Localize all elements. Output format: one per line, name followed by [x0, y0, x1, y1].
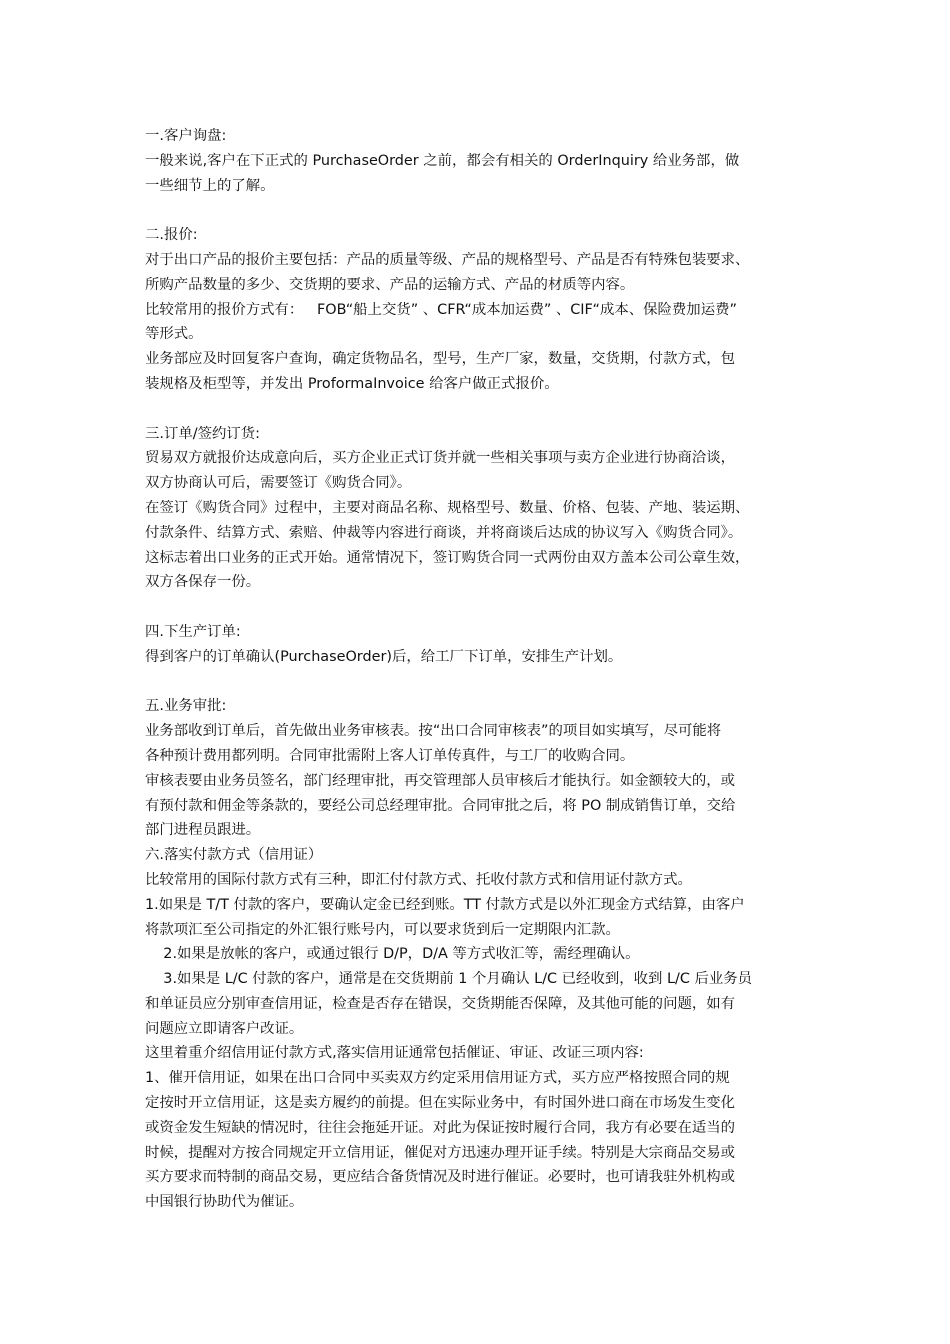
- paragraph-line: 这里着重介绍信用证付款方式,落实信用证通常包括催证、审证、改证三项内容:: [145, 1045, 644, 1062]
- spacer: [145, 670, 815, 695]
- paragraph-line: 1、催开信用证，如果在出口合同中买卖双方约定采用信用证方式，买方应严格按照合同的规: [145, 1070, 730, 1087]
- paragraph-line: 装规格及柜型等，并发出 ProformaInvoice 给客户做正式报价。: [145, 375, 559, 392]
- paragraph-line: 1.如果是 T/T 付款的客户，要确认定金已经到账。TT 付款方式是以外汇现金方式结算，由客户: [145, 896, 745, 913]
- paragraph-line: 对于出口产品的报价主要包括：产品的质量等级、产品的规格型号、产品是否有特殊包装要求、: [145, 251, 750, 268]
- paragraph-line: 有预付款和佣金等条款的，要经公司总经理审批。合同审批之后，将 PO 制成销售订单，交给: [145, 797, 736, 814]
- paragraph-line: 将款项汇至公司指定的外汇银行账号内，可以要求货到后一定期限内汇款。: [145, 921, 620, 938]
- section-heading-inline: 六.落实付款方式（信用证）: [145, 847, 323, 864]
- paragraph-line: 业务部应及时回复客户查询，确定货物品名，型号，生产厂家，数量，交货期，付款方式，包: [145, 351, 736, 368]
- section-heading: 二.报价:: [145, 227, 198, 244]
- paragraph-line: 部门进程员跟进。: [145, 822, 261, 839]
- paragraph-line: 买方要求而特制的商品交易，更应结合备货情况及时进行催证。必要时，也可请我驻外机构或: [145, 1169, 736, 1186]
- paragraph-line: 付款条件、结算方式、索赔、仲裁等内容进行商谈，并将商谈后达成的协议写入《购货合同》。: [145, 524, 743, 541]
- paragraph-line: 双方各保存一份。: [145, 574, 261, 591]
- paragraph-line: 时候，提醒对方按合同规定开立信用证，催促对方迅速办理开证手续。特别是大宗商品交易或: [145, 1144, 736, 1161]
- paragraph-line: 审核表要由业务员签名，部门经理审批，再交管理部人员审核后才能执行。如金额较大的，或: [145, 772, 736, 789]
- paragraph-line: 中国银行协助代为催证。: [145, 1194, 304, 1211]
- paragraph-line: 2.如果是放帐的客户，或通过银行 D/P，D/A 等方式收汇等，需经理确认。: [145, 946, 640, 963]
- paragraph-line: 这标志着出口业务的正式开始。通常情况下，签订购货合同一式两份由双方盖本公司公章生效，: [145, 549, 750, 566]
- paragraph-line: 一般来说,客户在下正式的 PurchaseOrder 之前，都会有相关的 OrderInquiry 给业务部，做: [145, 152, 740, 169]
- spacer: [145, 397, 815, 422]
- section-heading: 五.业务审批:: [145, 698, 227, 715]
- paragraph-line: 等形式。: [145, 326, 203, 343]
- spacer: [145, 595, 815, 620]
- spacer: [145, 198, 815, 223]
- paragraph-line: 各种预计费用都列明。合同审批需附上客人订单传真件，与工厂的收购合同。: [145, 747, 635, 764]
- section-heading: 一.客户询盘:: [145, 128, 227, 144]
- paragraph-line: 双方协商认可后，需要签订《购货合同》。: [145, 475, 412, 492]
- section-heading: 三.订单/签约订货:: [145, 425, 261, 442]
- paragraph-line: 所购产品数量的多少、交货期的要求、产品的运输方式、产品的材质等内容。: [145, 276, 635, 293]
- paragraph-line: 问题应立即请客户改证。: [145, 1020, 304, 1037]
- paragraph-line: 和单证员应分别审查信用证，检查是否存在错误，交货期能否保障，及其他可能的问题，如有: [145, 995, 736, 1012]
- paragraph-line: 贸易双方就报价达成意向后，买方企业正式订货并就一些相关事项与卖方企业进行协商洽谈，: [145, 450, 736, 467]
- paragraph-line: 定按时开立信用证，这是卖方履约的前提。但在实际业务中，有时国外进口商在市场发生变化: [145, 1095, 736, 1112]
- paragraph-line: 比较常用的国际付款方式有三种，即汇付付款方式、托收付款方式和信用证付款方式。: [145, 871, 692, 888]
- paragraph-line: 比较常用的报价方式有： FOB“船上交货” 、CFR“成本加运费” 、CIF“成本、保险费加运费”: [145, 301, 737, 318]
- paragraph-line: 一些细节上的了解。: [145, 177, 275, 194]
- paragraph-line: 业务部收到订单后，首先做出业务审核表。按“出口合同审核表”的项目如实填写，尽可能将: [145, 723, 722, 740]
- document-body: [145, 124, 815, 1215]
- paragraph-line: 得到客户的订单确认(PurchaseOrder)后，给工厂下订单，安排生产计划。: [145, 648, 623, 665]
- paragraph-line: 或资金发生短缺的情况时，往往会拖延开证。对此为保证按时履行合同，我方有必要在适当的: [145, 1119, 736, 1136]
- paragraph-line: 在签订《购货合同》过程中，主要对商品名称、规格型号、数量、价格、包装、产地、装运期、: [145, 499, 750, 516]
- paragraph-line: 3.如果是 L/C 付款的客户，通常是在交货期前 1 个月确认 L/C 已经收到，收到 L/C 后业务员: [145, 971, 753, 988]
- section-heading: 四.下生产订单:: [145, 623, 241, 640]
